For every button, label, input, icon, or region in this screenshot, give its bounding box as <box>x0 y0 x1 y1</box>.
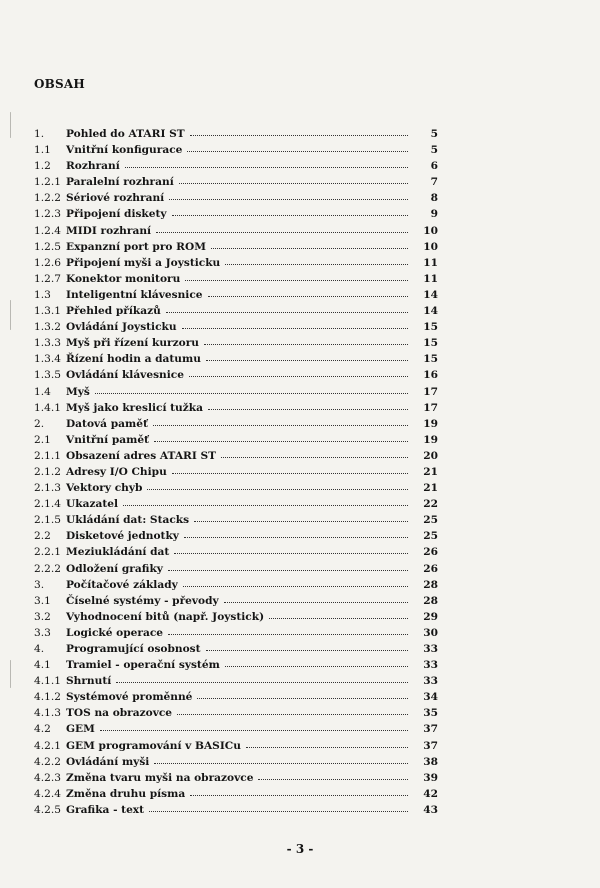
toc-entry-page: 25 <box>423 530 438 543</box>
toc-entry-number: 1.2.2 <box>34 192 61 205</box>
toc-entry-number: 2.2.1 <box>34 546 61 559</box>
toc-entry-title: Připojení myši a Joysticku <box>66 256 221 269</box>
dot-leader <box>190 794 408 796</box>
toc-entry-page: 7 <box>430 176 438 189</box>
toc-entry-number: 1.2.6 <box>34 256 61 269</box>
toc-entry-title: Myš <box>66 385 90 398</box>
toc-entry-page: 15 <box>423 353 438 366</box>
dot-leader <box>168 569 408 571</box>
toc-entry <box>34 788 438 804</box>
toc-entry <box>34 369 438 385</box>
dot-leader <box>246 746 408 748</box>
toc-entry-title: Tramiel - operační systém <box>66 659 220 672</box>
dot-leader <box>177 713 408 715</box>
toc-entry-page: 33 <box>423 643 438 655</box>
toc-entry-page: 29 <box>423 610 438 623</box>
toc-entry <box>34 273 438 289</box>
toc-entry-number: 2.2 <box>34 530 51 543</box>
toc-entry-number: 2.1.4 <box>34 498 61 511</box>
toc-entry-title: Řízení hodin a datumu <box>66 353 201 366</box>
toc-entry-number: 1.2 <box>34 160 51 173</box>
dot-leader <box>208 295 408 297</box>
toc-entry-title: Připojení diskety <box>66 208 167 221</box>
toc-entry-page: 17 <box>423 401 438 414</box>
toc-entry-title: Datová paměť <box>66 417 148 430</box>
toc-entry-title: Obsazení adres ATARI ST <box>66 449 217 462</box>
toc-entry-page: 28 <box>423 578 438 591</box>
toc-entry-title: Programující osobnost <box>66 643 201 655</box>
toc-entry-number: 4.2.4 <box>34 787 61 800</box>
toc-entry-number: 3.2 <box>34 610 51 623</box>
toc-entry-page: 30 <box>423 626 438 639</box>
toc-entry-number: 1.3.2 <box>34 321 61 334</box>
toc-entry-page: 5 <box>430 128 438 140</box>
toc-entry-page: 28 <box>423 594 438 607</box>
toc-entry-number: 3.1 <box>34 594 51 607</box>
toc-entry-title: Vyhodnocení bitů (např. Joystick) <box>66 610 265 623</box>
toc-entry-number: 1.3.5 <box>34 369 61 382</box>
dot-leader <box>269 617 408 619</box>
dot-leader <box>211 247 408 249</box>
toc-entry <box>34 257 438 273</box>
dot-leader <box>179 182 408 184</box>
toc-entry <box>34 563 438 579</box>
dot-leader <box>154 762 408 764</box>
toc-entry <box>34 804 438 820</box>
toc-entry-page: 39 <box>423 771 438 784</box>
toc-entry-number: 1.2.7 <box>34 272 61 285</box>
toc-entry-title: Paralelní rozhraní <box>66 176 174 189</box>
dot-leader <box>149 810 408 812</box>
toc-entry-number: 4.2.2 <box>34 755 61 768</box>
toc-entry-page: 11 <box>423 272 438 285</box>
toc-entry-page: 15 <box>423 337 438 350</box>
toc-entry <box>34 546 438 562</box>
toc-entry-title: Vnitřní paměť <box>66 433 149 446</box>
toc-entry-title: Inteligentní klávesnice <box>66 288 203 301</box>
scan-mark <box>10 300 11 330</box>
toc-entry-page: 5 <box>430 144 438 157</box>
toc-entry-page: 14 <box>423 305 438 318</box>
toc-entry-title: Sériové rozhraní <box>66 192 165 205</box>
toc-entry-page: 43 <box>423 803 438 816</box>
dot-leader <box>204 343 408 345</box>
dot-leader <box>147 488 408 490</box>
toc-entry-number: 1. <box>34 128 45 140</box>
toc-entry <box>34 675 438 691</box>
toc-entry-number: 3.3 <box>34 626 51 639</box>
dot-leader <box>206 649 408 651</box>
toc-entry <box>34 723 438 739</box>
dot-leader <box>185 279 408 281</box>
scan-mark <box>10 660 11 688</box>
dot-leader <box>225 263 408 265</box>
dot-leader <box>153 424 408 426</box>
toc-entry-number: 4.2 <box>34 723 51 736</box>
toc-entry-number: 1.2.1 <box>34 176 61 189</box>
toc-entry-title: Číselné systémy - převody <box>66 594 219 607</box>
toc-entry-title: Konektor monitoru <box>66 272 181 285</box>
toc-entry-page: 19 <box>423 433 438 446</box>
toc-entry-page: 10 <box>423 224 438 237</box>
toc-entry-number: 2.1 <box>34 433 51 446</box>
toc-entry-number: 1.3.1 <box>34 305 61 318</box>
toc-entry <box>34 208 438 224</box>
toc-entry <box>34 611 438 627</box>
toc-entry <box>34 450 438 466</box>
toc-entry-number: 1.2.3 <box>34 208 61 221</box>
toc-entry-number: 4.2.3 <box>34 771 61 784</box>
dot-leader <box>197 697 408 699</box>
toc-entry-page: 20 <box>423 449 438 462</box>
dot-leader <box>182 327 408 329</box>
toc-entry-title: Logické operace <box>66 626 164 639</box>
toc-entry-title: Ukazatel <box>66 498 118 511</box>
toc-entry <box>34 321 438 337</box>
dot-leader <box>258 778 408 780</box>
toc-entry <box>34 160 438 176</box>
toc-entry-page: 21 <box>423 482 438 495</box>
toc-entry-number: 1.3.3 <box>34 337 61 350</box>
toc-entry-page: 25 <box>423 514 438 527</box>
dot-leader <box>224 601 408 603</box>
toc-entry-title: Změna tvaru myši na obrazovce <box>66 771 254 784</box>
dot-leader <box>172 472 408 474</box>
toc-entry <box>34 579 438 595</box>
toc-entry-page: 17 <box>423 385 438 398</box>
toc-entry-page: 10 <box>423 240 438 253</box>
toc-entry-title: Adresy I/O Chipu <box>66 465 167 478</box>
toc-entry <box>34 659 438 675</box>
toc-entry <box>34 772 438 788</box>
dot-leader <box>154 440 408 442</box>
toc-entry-page: 6 <box>430 160 438 173</box>
dot-leader <box>100 729 408 731</box>
dot-leader <box>169 198 408 200</box>
toc-entry-page: 42 <box>423 787 438 800</box>
toc-entry-title: MIDI rozhraní <box>66 224 152 237</box>
toc-entry-title: Grafika - text <box>66 803 145 816</box>
toc-entry-page: 19 <box>423 417 438 430</box>
toc-entry <box>34 144 438 160</box>
toc-entry <box>34 402 438 418</box>
toc-entry-page: 9 <box>430 208 438 221</box>
toc-entry <box>34 740 438 756</box>
toc-entry <box>34 643 438 659</box>
toc-entry-title: Rozhraní <box>66 160 120 173</box>
dot-leader <box>123 504 408 506</box>
toc-entry-number: 2.1.1 <box>34 449 61 462</box>
toc-entry-page: 26 <box>423 562 438 575</box>
toc-entry-page: 26 <box>423 546 438 559</box>
toc-entry-number: 2. <box>34 417 45 430</box>
dot-leader <box>184 536 408 538</box>
toc-entry-page: 33 <box>423 659 438 672</box>
dot-leader <box>206 359 408 361</box>
toc-entry-title: Počítačové základy <box>66 578 178 591</box>
toc-entry-page: 34 <box>423 691 438 704</box>
toc-entry-number: 4.1.2 <box>34 691 61 704</box>
toc-entry <box>34 627 438 643</box>
toc-entry-number: 1.4.1 <box>34 401 61 414</box>
toc-entry-page: 33 <box>423 675 438 688</box>
toc-entry-title: Pohled do ATARI ST <box>66 128 185 140</box>
toc-entry-title: Vektory chyb <box>66 482 143 495</box>
dot-leader <box>116 681 408 683</box>
toc-entry-page: 15 <box>423 321 438 334</box>
toc-entry-title: Odložení grafiky <box>66 562 163 575</box>
toc-entry-title: Meziukládání dat <box>66 546 170 559</box>
toc-entry-number: 1.3 <box>34 288 51 301</box>
toc-entry-number: 4. <box>34 643 45 655</box>
toc-entry <box>34 595 438 611</box>
toc-entry <box>34 241 438 257</box>
toc-entry <box>34 498 438 514</box>
toc-entry-number: 1.4 <box>34 385 51 398</box>
toc-entry <box>34 514 438 530</box>
toc-entry-number: 4.2.5 <box>34 803 61 816</box>
dot-leader <box>190 134 408 136</box>
toc-entry-title: TOS na obrazovce <box>66 707 173 720</box>
dot-leader <box>95 392 408 394</box>
toc-entry-title: Změna druhu písma <box>66 787 186 800</box>
dot-leader <box>221 456 408 458</box>
toc-entry <box>34 418 438 434</box>
dot-leader <box>156 231 408 233</box>
page-heading: OBSAH <box>34 77 85 91</box>
toc-entry-title: Přehled příkazů <box>66 305 161 318</box>
dot-leader <box>166 311 408 313</box>
toc-entry-number: 1.1 <box>34 144 51 157</box>
toc-entry-number: 2.1.2 <box>34 465 61 478</box>
toc-entry-page: 22 <box>423 498 438 511</box>
toc-entry-title: Vnitřní konfigurace <box>66 144 183 157</box>
toc-entry-page: 38 <box>423 755 438 768</box>
toc-entry-number: 4.1.1 <box>34 675 61 688</box>
toc-entry-number: 4.2.1 <box>34 739 61 752</box>
toc-entry-page: 35 <box>423 707 438 720</box>
toc-entry-title: Ukládání dat: Stacks <box>66 514 190 527</box>
toc-entry-title: Disketové jednotky <box>66 530 179 543</box>
toc-entry-number: 1.3.4 <box>34 353 61 366</box>
dot-leader <box>172 214 408 216</box>
toc-entry <box>34 128 438 144</box>
toc-entry-title: Shrnutí <box>66 675 112 688</box>
toc-entry <box>34 707 438 723</box>
toc-entry-page: 21 <box>423 465 438 478</box>
toc-entry-number: 2.1.5 <box>34 514 61 527</box>
toc-entry-title: Ovládání Joysticku <box>66 321 177 334</box>
toc-entry <box>34 466 438 482</box>
toc-entry-page: 11 <box>423 256 438 269</box>
toc-entry-page: 16 <box>423 369 438 382</box>
toc-entry <box>34 482 438 498</box>
toc-entry <box>34 691 438 707</box>
toc-entry-number: 3. <box>34 578 45 591</box>
toc-entry-title: GEM <box>66 723 95 736</box>
toc-entry <box>34 192 438 208</box>
toc-entry-page: 8 <box>430 192 438 205</box>
toc-entry-number: 4.1.3 <box>34 707 61 720</box>
toc-entry-title: Ovládání klávesnice <box>66 369 184 382</box>
dot-leader <box>168 633 408 635</box>
toc-entry-number: 2.2.2 <box>34 562 61 575</box>
toc-entry-page: 14 <box>423 288 438 301</box>
toc-entry-number: 1.2.5 <box>34 240 61 253</box>
toc-entry <box>34 305 438 321</box>
dot-leader <box>183 585 408 587</box>
toc-entry-title: Myš jako kreslicí tužka <box>66 401 203 414</box>
toc-entry-page: 37 <box>423 739 438 752</box>
toc-entry <box>34 756 438 772</box>
toc-entry <box>34 289 438 305</box>
dot-leader <box>225 665 408 667</box>
dot-leader <box>208 408 408 410</box>
dot-leader <box>187 150 408 152</box>
toc-entry-title: Ovládání myši <box>66 755 150 768</box>
dot-leader <box>189 375 408 377</box>
toc-entry-number: 2.1.3 <box>34 482 61 495</box>
dot-leader <box>174 552 408 554</box>
toc-entry <box>34 530 438 546</box>
toc-entry-number: 4.1 <box>34 659 51 672</box>
toc-entry <box>34 434 438 450</box>
dot-leader <box>194 520 408 522</box>
toc-entry-number: 1.2.4 <box>34 224 61 237</box>
toc-entry-title: Expanzní port pro ROM <box>66 240 206 253</box>
toc-entry-title: Systémové proměnné <box>66 691 193 704</box>
page-number: - 3 - <box>286 842 314 856</box>
toc-entry <box>34 225 438 241</box>
table-of-contents <box>34 128 438 820</box>
toc-entry <box>34 353 438 369</box>
toc-entry-title: GEM programování v BASICu <box>66 739 241 752</box>
dot-leader <box>125 166 408 168</box>
toc-entry-title: Myš při řízení kurzoru <box>66 337 200 350</box>
scan-mark <box>10 112 11 138</box>
toc-entry-page: 37 <box>423 723 438 736</box>
toc-entry <box>34 176 438 192</box>
toc-entry <box>34 386 438 402</box>
toc-entry <box>34 337 438 353</box>
